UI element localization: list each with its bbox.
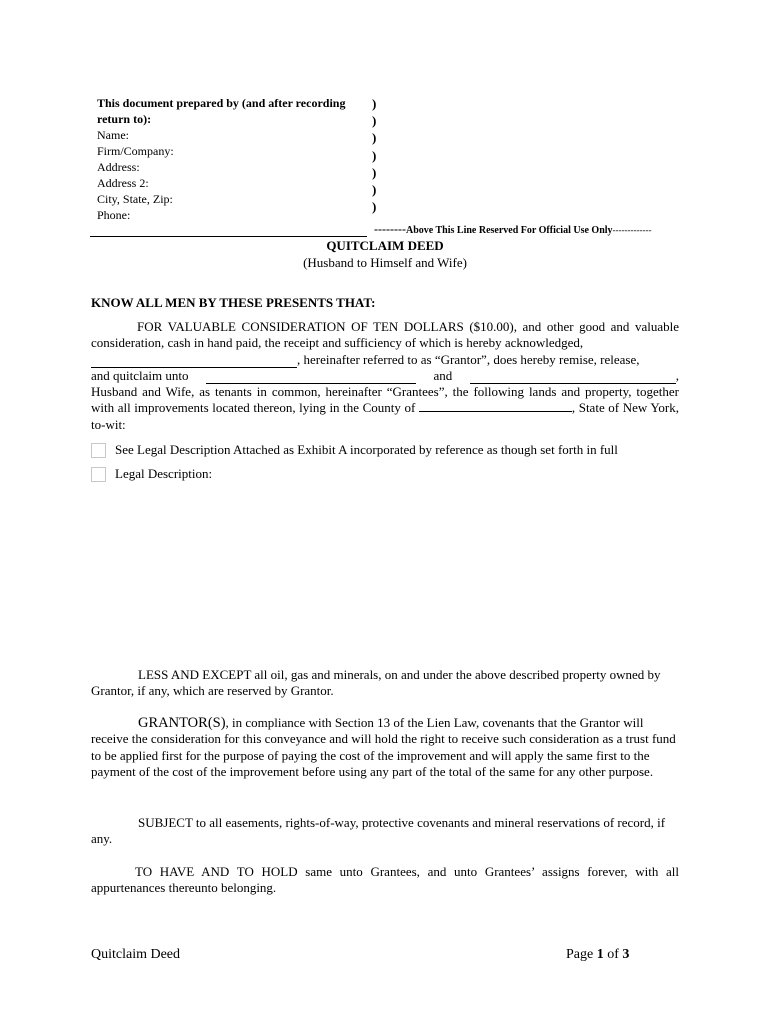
paren: ) [372,147,377,163]
lien-law-text-wrap [91,715,679,780]
grantee1-name-blank[interactable] [206,372,416,384]
preparer-address-label: Address: [97,160,140,174]
exhibit-a-label: See Legal Description Attached as Exhibit A incorporated by reference as though set forth in full [115,442,618,457]
consideration-text-4: Husband and Wife, as tenants in common, hereinafter “Grantees”, the following lands and property, together with all improvements located thereon, lying in the County of [91,384,679,416]
consideration-text-3c: , [675,367,679,383]
know-all-men-heading: KNOW ALL MEN BY THESE PRESENTS THAT: [91,295,376,310]
page-total: 3 [622,947,630,962]
consideration-text-5: , State of New York, to-wit: [91,400,680,432]
consideration-text-1: FOR VALUABLE CONSIDERATION OF TEN DOLLARS ($10.00), and other good and valuable consideration, cash in hand paid, the receipt and sufficiency of which is hereby acknowledged, [91,319,679,351]
subject-paragraph [91,815,679,848]
exhibit-a-checkbox[interactable] [91,443,106,458]
paren: ) [372,199,377,215]
preparer-block [97,95,367,223]
paren: ) [372,96,377,111]
preparer-firm-label: Firm/Company: [97,144,174,158]
preparer-heading-line1: This document prepared by (and after recording [97,96,346,110]
preparer-parentheses [372,95,384,215]
preparer-address2-label: Address 2: [97,176,149,190]
preparer-phone-label: Phone: [97,208,131,222]
consideration-text-3b: and [433,367,453,383]
page-prefix: Page [566,947,594,962]
reserved-text: Above This Line Reserved For Official Use Only [405,225,613,236]
lien-law-text: , in compliance with Section 13 of the Lien Law, covenants that the Grantor will receive the consideration for this conveyance and will hold the right to receive such consideration as a trust fund to be applied first for the purpose of paying the cost of the improvement and will apply the same first to the payment of the cost of the improvement before using any part of the total of the same for any other purpose. [91,715,676,779]
exhibit-a-option[interactable] [91,442,618,458]
preparer-divider [90,236,367,237]
preparer-city-state-zip-label: City, State, Zip: [97,192,173,206]
grantor-lead: GRANTOR(S) [138,715,226,731]
paren: ) [372,113,377,129]
habendum-text: TO HAVE AND TO HOLD same unto Grantees, and unto Grantees’ assigns forever, with all appurtenances thereunto belonging. [91,864,679,896]
reserved-dashes: -------- [374,222,406,236]
page-of: of [607,947,619,962]
document-title: QUITCLAIM DEED [326,238,444,253]
paren: ) [372,164,377,180]
subject-text: SUBJECT to all easements, rights-of-way, protective covenants and mineral reservations of record, if any. [91,815,666,847]
page-current: 1 [596,947,604,962]
paren: ) [372,130,377,146]
legal-description-checkbox[interactable] [91,467,106,482]
grantor-name-blank[interactable] [91,356,297,368]
grantor-line [91,352,679,368]
county-blank[interactable] [419,400,572,412]
footer-document-name: Quitclaim Deed [91,947,181,962]
legal-description-option[interactable] [91,466,212,482]
consideration-text-3a: and quitclaim unto [91,367,189,383]
reserved-tail: ------------- [612,225,652,235]
legal-description-label: Legal Description: [115,466,213,481]
footer-page-number [566,947,629,963]
lien-law-paragraph [91,715,679,780]
document-subtitle: (Husband to Himself and Wife) [303,255,467,270]
consideration-text-4-wrap [91,384,679,433]
grantee2-name-blank[interactable] [470,372,676,384]
reserved-line [374,222,652,237]
habendum-paragraph [91,864,679,897]
less-except-paragraph [91,667,679,700]
preparer-name-label: Name: [97,128,129,142]
grantee-line [91,368,679,384]
consideration-paragraph [91,319,679,433]
preparer-heading-line2: return to): [97,112,152,126]
less-except-text: LESS AND EXCEPT all oil, gas and minerals, on and under the above described property owned by Grantor, if any, which are reserved by Grantor. [91,667,661,699]
paren: ) [372,182,377,198]
consideration-text-2: , hereinafter referred to as “Grantor”, does hereby remise, release, [297,351,640,367]
